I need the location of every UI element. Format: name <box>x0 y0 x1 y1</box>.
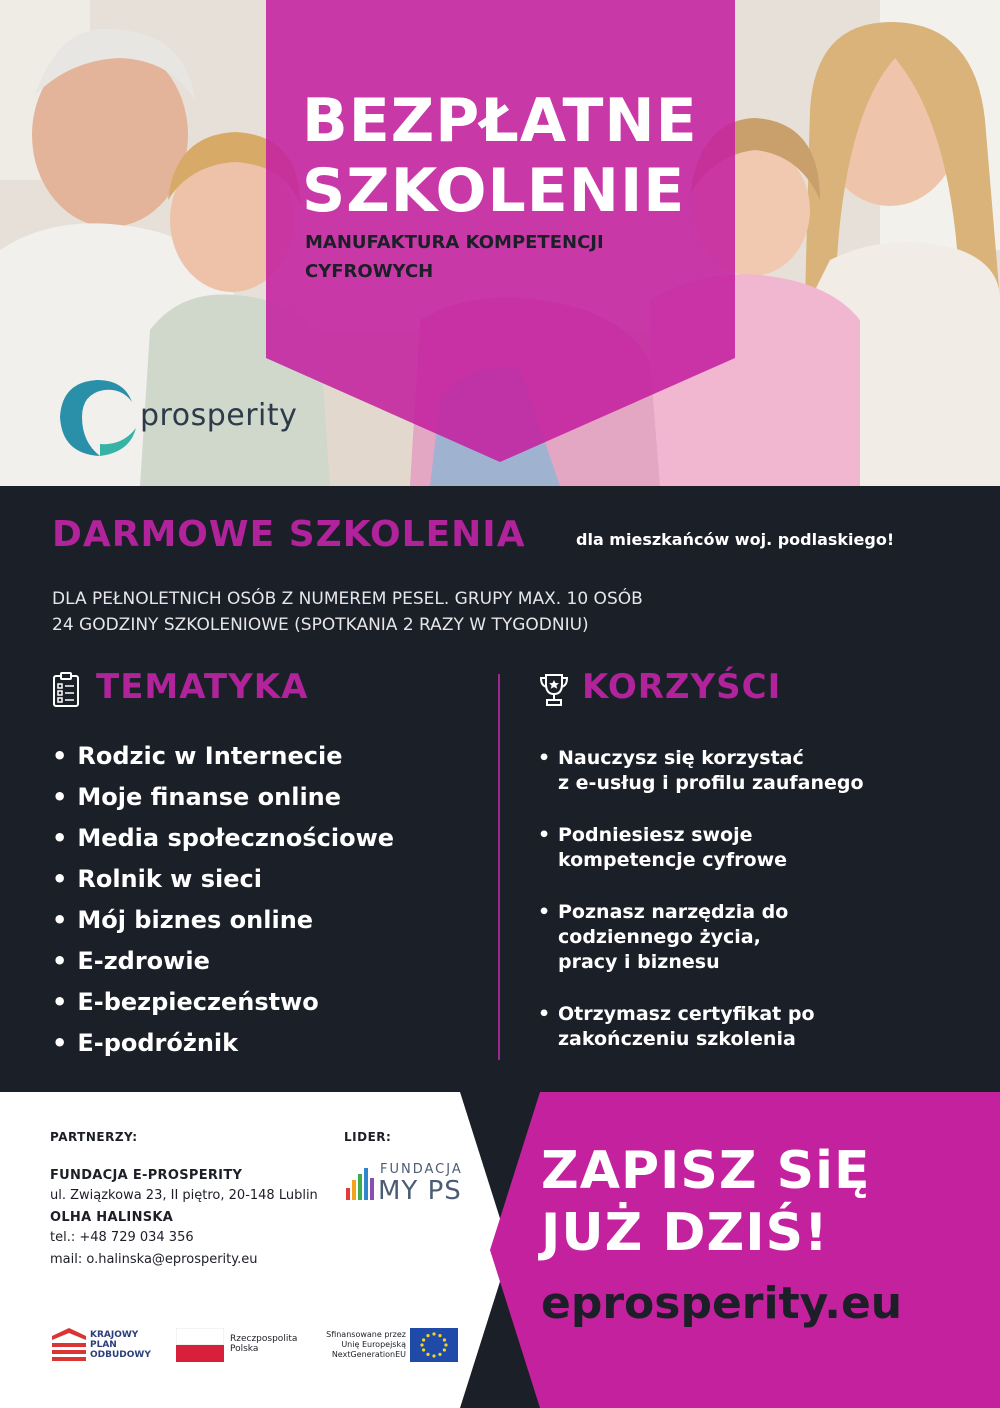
eprosperity-logo <box>52 372 298 462</box>
contact-email: mail: o.halinska@eprosperity.eu <box>50 1252 258 1267</box>
list-item <box>538 900 958 975</box>
eu-logo-text <box>318 1330 406 1360</box>
rp-logo-line: Polska <box>230 1344 259 1354</box>
cta-heading <box>541 1140 870 1264</box>
cta-url[interactable]: eprosperity.eu <box>541 1278 903 1329</box>
headline <box>302 86 698 226</box>
trophy-icon <box>538 672 570 708</box>
list-item: • Media społecznościowe <box>52 818 394 859</box>
headline-line-2: SZKOLENIE <box>302 156 686 226</box>
kpo-logo-line: KRAJOWY <box>90 1330 139 1340</box>
eu-logo-line: NextGenerationEU <box>331 1350 406 1359</box>
benefit-line: • Podniesiesz swoje <box>558 824 753 846</box>
kpo-logo-text <box>90 1330 151 1360</box>
benefit-line: • Otrzymasz certyfikat po <box>558 1003 815 1025</box>
partner-name: FUNDACJA E-PROSPERITY <box>50 1168 243 1183</box>
eprosperity-logo-text: prosperity <box>140 398 298 433</box>
eu-flag-icon <box>410 1328 458 1362</box>
column-divider <box>498 674 500 1060</box>
benefit-line: codziennego życia, <box>558 926 761 948</box>
list-item <box>538 823 958 873</box>
kpo-logo-line: PLAN <box>90 1340 117 1350</box>
fundacja-my-ps-bars-icon <box>346 1166 378 1202</box>
list-item: • E-bezpieczeństwo <box>52 982 394 1023</box>
list-item: • Rolnik w sieci <box>52 859 394 900</box>
hero-photo <box>0 0 1000 486</box>
list-item: • Moje finanse online <box>52 777 394 818</box>
contact-name: OLHA HALINSKA <box>50 1210 174 1225</box>
eu-logo-line: Sfinansowane przez <box>326 1330 406 1339</box>
benefit-line: pracy i biznesu <box>558 951 720 973</box>
topics-list <box>52 736 394 1064</box>
subheadline-line-1: MANUFAKTURA KOMPETENCJI <box>305 232 604 253</box>
fundacja-my-ps-logo-small: FUNDACJA <box>380 1162 463 1177</box>
cta-line-2: JUŻ DZIŚ! <box>541 1203 829 1263</box>
clipboard-list-icon <box>52 672 80 708</box>
list-item: • E-podróżnik <box>52 1023 394 1064</box>
topics-title: TEMATYKA <box>96 667 309 707</box>
list-item: • E-zdrowie <box>52 941 394 982</box>
rp-logo-text <box>230 1334 297 1354</box>
fundacja-my-ps-logo-big: MY PS <box>378 1176 462 1206</box>
rp-logo-line: Rzeczpospolita <box>230 1334 298 1344</box>
cta-line-1: ZAPISZ SiĘ <box>541 1141 871 1201</box>
subheadline-line-2: CYFROWYCH <box>305 261 434 282</box>
benefit-line: z e-usług i profilu zaufanego <box>558 772 864 794</box>
kpo-logo-icon <box>52 1328 86 1362</box>
benefit-line: • Poznasz narzędzia do <box>558 901 789 923</box>
polish-flag-icon <box>176 1328 224 1362</box>
eprosperity-swirl-icon <box>52 372 142 462</box>
partner-address: ul. Związkowa 23, II piętro, 20-148 Lublin <box>50 1188 318 1203</box>
list-item: • Mój biznes online <box>52 900 394 941</box>
benefit-line: • Nauczysz się korzystać <box>558 747 804 769</box>
benefit-line: zakończeniu szkolenia <box>558 1028 796 1050</box>
intro-info <box>52 586 643 638</box>
benefits-title: KORZYŚCI <box>582 667 782 707</box>
leader-label: LIDER: <box>344 1130 392 1144</box>
intro-info-line-1: DLA PEŁNOLETNICH OSÓB Z NUMEREM PESEL. GRUPY MAX. 10 OSÓB <box>52 589 643 609</box>
intro-title-suffix: dla mieszkańców woj. podlaskiego! <box>576 530 895 549</box>
list-item <box>538 746 958 796</box>
benefits-list <box>538 746 958 1079</box>
partners-label: PARTNERZY: <box>50 1130 138 1144</box>
eu-logo-line: Unię Europejską <box>341 1340 406 1349</box>
contact-phone: tel.: +48 729 034 356 <box>50 1230 194 1245</box>
list-item <box>538 1002 958 1052</box>
benefit-line: kompetencje cyfrowe <box>558 849 788 871</box>
subheadline <box>305 228 604 286</box>
headline-line-1: BEZPŁATNE <box>302 86 698 156</box>
intro-info-line-2: 24 GODZINY SZKOLENIOWE (SPOTKANIA 2 RAZY W TYGODNIU) <box>52 615 589 635</box>
list-item: • Rodzic w Internecie <box>52 736 394 777</box>
intro-title: DARMOWE SZKOLENIA <box>52 514 526 555</box>
kpo-logo-line: ODBUDOWY <box>90 1350 151 1360</box>
